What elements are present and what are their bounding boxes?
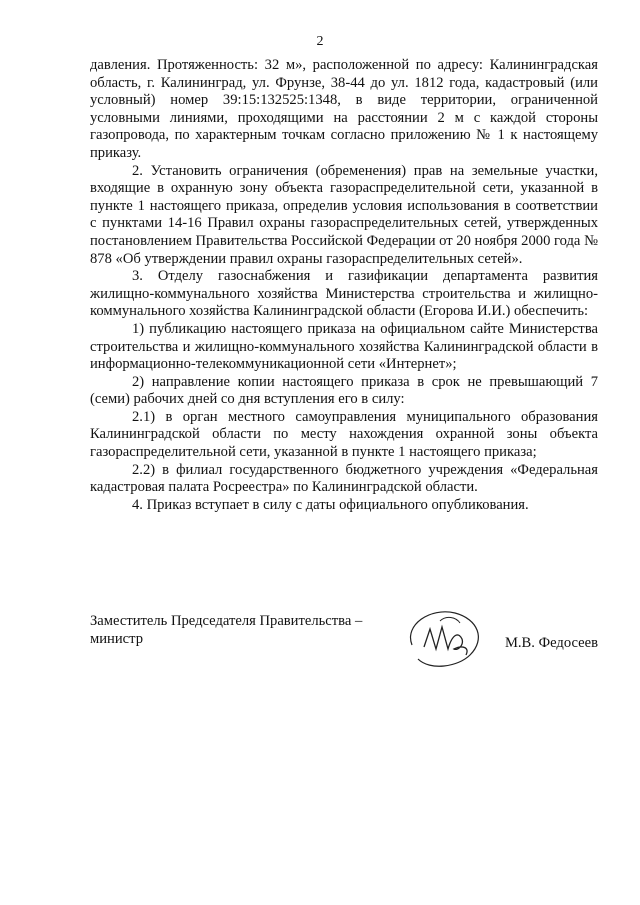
paragraph-2: 2. Установить ограничения (обременения) прав на земельные участки, входящие в охранную зону объекта газораспределительной сети, указанной в пункте 1 настоящего приказа, определив условия использования в соответствии с пунктами 14-16 Правил охраны газораспределительных сетей, утвержденных постановлением Правительства Российской Федерации от 20 ноября 2000 года № 878 «Об утверждении правил охраны газораспределительных сетей». <box>90 162 598 267</box>
paragraph-1-continuation: давления. Протяженность: 32 м», расположенной по адресу: Калининградская область, г. Калининград, ул. Фрунзе, 38-44 до ул. 1812 года, кадастровый (или условный) номер 39:15:132525:1348, в виде территории, ограниченной условными линиями, проходящими на расстоянии 2 м с каждой стороны газопровода, по характерным точкам согласно приложению № 1 к настоящему приказу. <box>90 57 598 161</box>
signature-block <box>90 613 598 673</box>
paragraph-3-item-2: 2) направление копии настоящего приказа в срок не превышающий 7 (семи) рабочих дней со дня вступления его в силу: <box>90 373 598 408</box>
signer-name: М.В. Федосеев <box>504 635 598 651</box>
paragraph-3-item-1: 1) публикацию настоящего приказа на официальном сайте Министерства строительства и жилищно-коммунального хозяйства Калининградской области в информационно-телекоммуникационной сети «Интернет»; <box>90 320 598 373</box>
page-number: 2 <box>316 34 324 49</box>
signer-title: Заместитель Председателя Правительства – министр <box>90 613 363 647</box>
document-body <box>90 57 598 514</box>
handwritten-signature-icon <box>400 605 490 675</box>
paragraph-3-item-2-1: 2.1) в орган местного самоуправления муниципального образования Калининградской области по месту нахождения охранной зоны объекта газораспределительной сети, указанной в пункте 1 настоящего приказа; <box>90 408 598 461</box>
paragraph-3-item-2-2: 2.2) в филиал государственного бюджетного учреждения «Федеральная кадастровая палата Росреестра» по Калининградской области. <box>90 461 598 496</box>
paragraph-3: 3. Отделу газоснабжения и газификации департамента развития жилищно-коммунального хозяйства Министерства строительства и жилищно-коммунального хозяйства Калининградской области (Егорова И.И.) обеспечить: <box>90 268 598 320</box>
paragraph-4: 4. Приказ вступает в силу с даты официального опубликования. <box>132 496 529 513</box>
